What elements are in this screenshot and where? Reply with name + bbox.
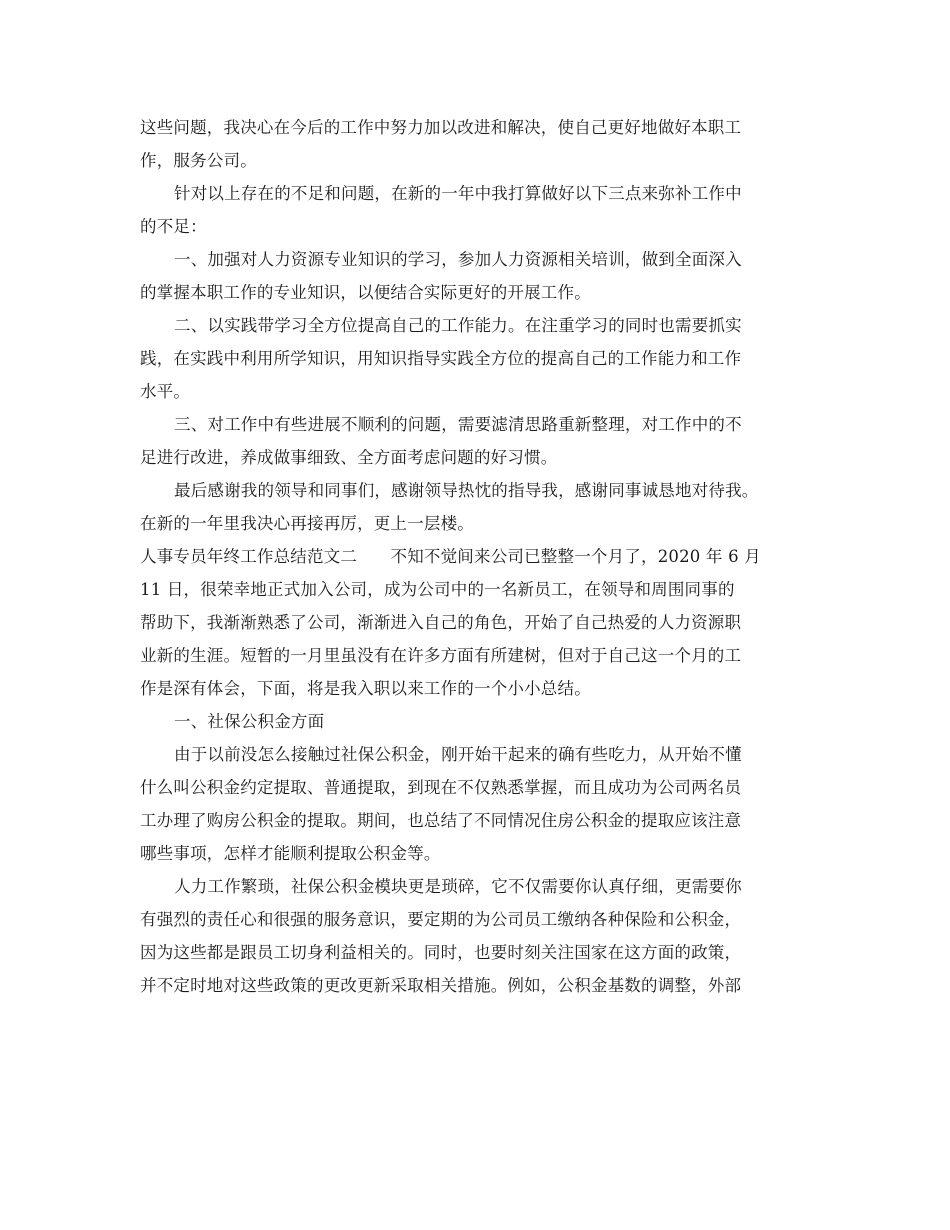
text-line: 有强烈的责任心和很强的服务意识，要定期的为公司员工缴纳各种保险和公积金，	[140, 910, 742, 929]
text-line: 二、以实践带学习全方位提高自己的工作能力。在注重学习的同时也需要抓实	[174, 316, 742, 335]
text-line: 的掌握本职工作的专业知识，以便结合实际更好的开展工作。	[140, 283, 591, 302]
text-line: 作，服务公司。	[140, 151, 257, 170]
text-line: 三、对工作中有些进展不顺利的问题，需要滤清思路重新整理，对工作中的不	[174, 415, 742, 434]
text-line: 一、社保公积金方面	[174, 712, 325, 731]
text-line: 这些问题，我决心在今后的工作中努力加以改进和解决，使自己更好地做好本职工	[140, 118, 742, 137]
text-line: 一、加强对人力资源专业知识的学习，参加人力资源相关培训，做到全面深入	[174, 250, 742, 269]
text-line: 由于以前没怎么接触过社保公积金，刚开始干起来的确有些吃力，从开始不懂	[174, 745, 742, 764]
text-line: 践，在实践中利用所学知识，用知识指导实践全方位的提高自己的工作能力和工作	[140, 349, 742, 368]
text-line: 帮助下，我渐渐熟悉了公司，渐渐进入自己的角色，开始了自己热爱的人力资源职	[140, 613, 742, 632]
text-line: 并不定时地对这些政策的更改更新采取相关措施。例如，公积金基数的调整，外部	[140, 976, 742, 995]
text-line: 人力工作繁琐，社保公积金模块更是琐碎，它不仅需要你认真仔细，更需要你	[174, 877, 742, 896]
text-line: 针对以上存在的不足和问题，在新的一年中我打算做好以下三点来弥补工作中	[174, 184, 742, 203]
text-line: 人事专员年终工作总结范文二 不知不觉间来公司已整整一个月了，2020 年 6 月	[140, 547, 761, 566]
text-line: 工办理了购房公积金的提取。期间，也总结了不同情况住房公积金的提取应该注意	[140, 811, 742, 830]
document-body	[140, 111, 820, 1002]
text-line: 足进行改进，养成做事细致、全方面考虑问题的好习惯。	[140, 448, 558, 467]
text-line: 水平。	[140, 382, 191, 401]
text-line: 11 日，很荣幸地正式加入公司，成为公司中的一名新员工，在领导和周围同事的	[140, 580, 735, 599]
text-line: 因为这些都是跟员工切身利益相关的。同时，也要时刻关注国家在这方面的政策，	[140, 943, 742, 962]
text-line: 在新的一年里我决心再接再厉，更上一层楼。	[140, 514, 474, 533]
text-line: 业新的生涯。短暂的一月里虽没有在许多方面有所建树，但对于自己这一个月的工	[140, 646, 742, 665]
text-line: 哪些事项，怎样才能顺利提取公积金等。	[140, 844, 441, 863]
text-line: 的不足：	[140, 217, 207, 236]
text-line: 作是深有体会，下面，将是我入职以来工作的一个小小总结。	[140, 679, 591, 698]
text-line: 什么叫公积金约定提取、普通提取，到现在不仅熟悉掌握，而且成功为公司两名员	[140, 778, 742, 797]
text-line: 最后感谢我的领导和同事们，感谢领导热忱的指导我，感谢同事诚恳地对待我。	[174, 481, 759, 500]
